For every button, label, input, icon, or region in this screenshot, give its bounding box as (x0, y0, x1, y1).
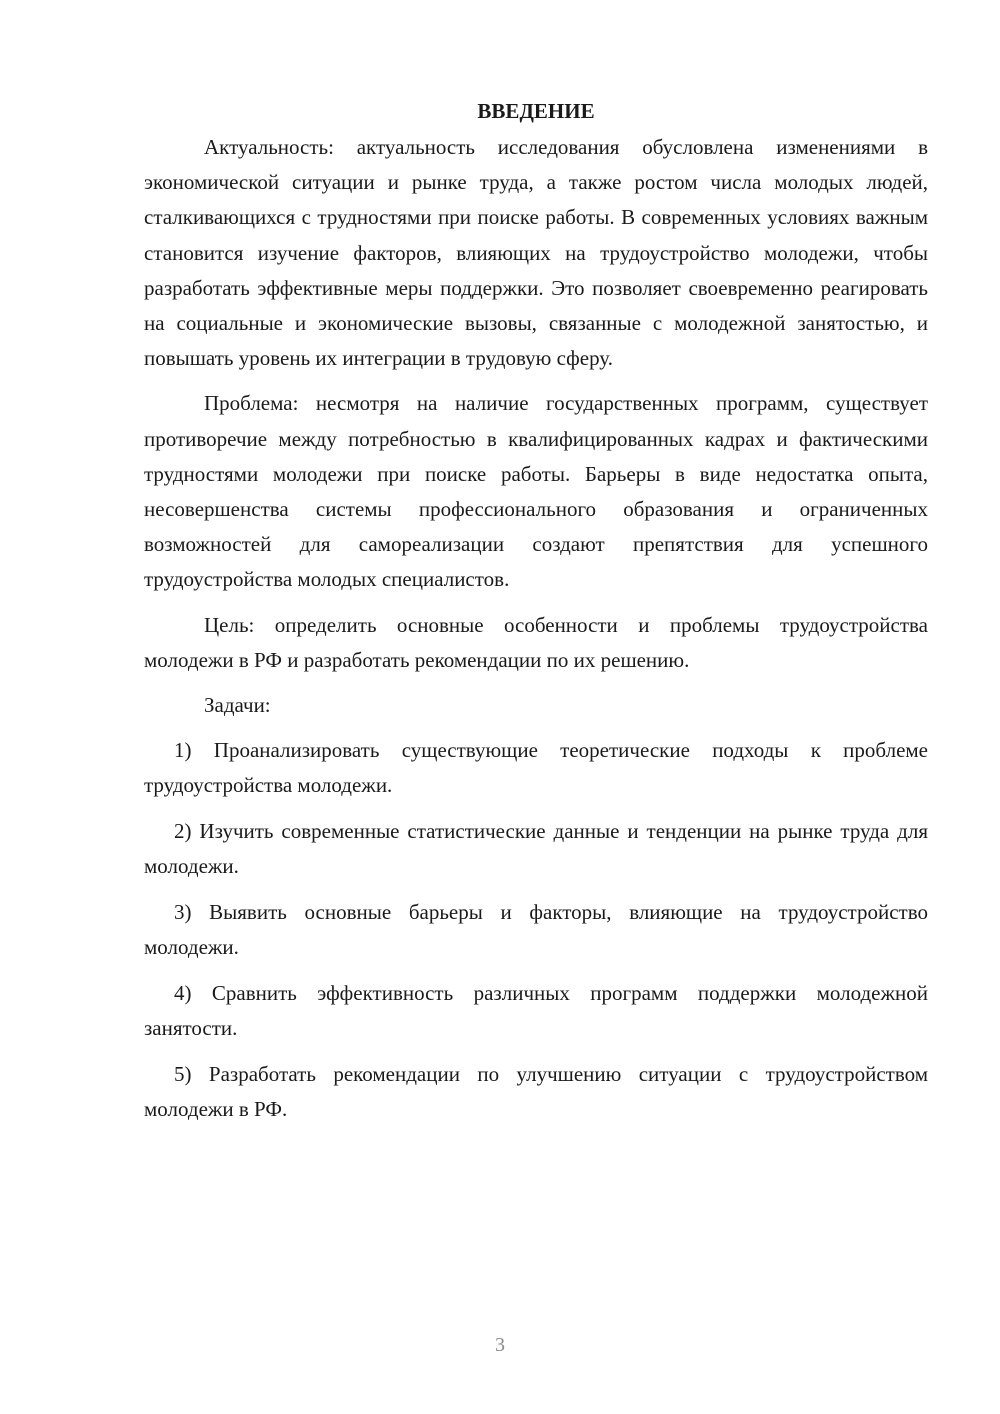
tasks-heading: Задачи: (204, 693, 271, 718)
section-title: ВВЕДЕНИЕ (477, 99, 595, 123)
task-item-4: 4) Сравнить эффективность различных программ поддержки молодежной занятости. (144, 980, 928, 1041)
task-item-3: 3) Выявить основные барьеры и факторы, влияющие на трудоустройство молодежи. (144, 900, 928, 960)
page-content (144, 94, 928, 1138)
goal-paragraph: Цель: определить основные особенности и проблемы трудоустройства молодежи в РФ и разработать рекомендации по их решению. (144, 612, 928, 672)
problem-paragraph: Проблема: несмотря на наличие государственных программ, существует противоречие между потребностью в квалифицированных кадрах и фактическими трудностями молодежи при поиске работы. Барьеры в виде недостатка опыта, несовершенства системы профессионального образования и ограниченных возможностей для самореализации создают препятствия для успешного трудоустройства молодых специалистов. (144, 391, 928, 592)
task-item-2: 2) Изучить современные статистические данные и тенденции на рынке труда для молодежи. (144, 819, 928, 879)
task-item-1: 1) Проанализировать существующие теоретические подходы к проблеме трудоустройства молодежи. (144, 738, 928, 798)
page-number: 3 (495, 1334, 505, 1356)
relevance-paragraph: Актуальность: актуальность исследования обусловлена изменениями в экономической ситуации и рынке труда, а также ростом числа молодых людей, сталкивающихся с трудностями при поиске работы. В современных условиях важным становится изучение факторов, влияющих на трудоустройство молодежи, чтобы разработать эффективные меры поддержки. Это позволяет своевременно реагировать на социальные и экономические вызовы, связанные с молодежной занятостью, и повышать уровень их интеграции в трудовую сферу. (144, 135, 928, 371)
task-item-5: 5) Разработать рекомендации по улучшению ситуации с трудоустройством молодежи в РФ. (144, 1061, 928, 1122)
